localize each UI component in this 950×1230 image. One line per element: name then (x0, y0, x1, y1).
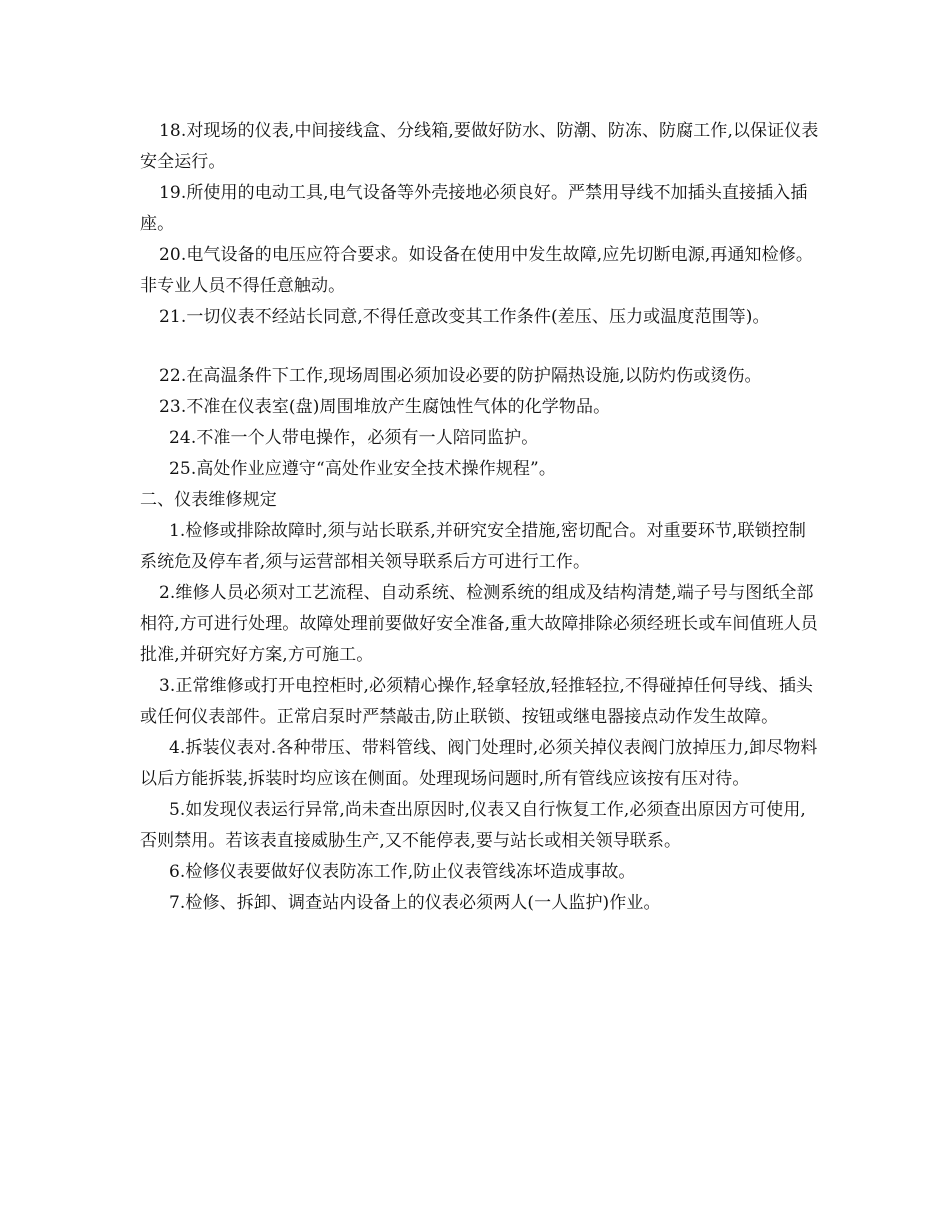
rule-22: 22.在高温条件下工作,现场周围必须加设必要的防护隔热设施,以防灼伤或烫伤。 (159, 366, 762, 386)
rule-20: 20.电气设备的电压应符合要求。如设备在使用中发生故障,应先切断电源,再通知检修。非专业人员不得任意触动。 (140, 245, 813, 296)
section-heading: 二、仪表维修规定 (140, 490, 277, 510)
maintenance-rule-1: 1.检修或排除故障时,须与站长联系,并研究安全措施,密切配合。对重要环节,联锁控制系统危及停车者,须与运营部相关领导联系后方可进行工作。 (140, 521, 806, 572)
maintenance-rule-7: 7.检修、拆卸、调查站内设备上的仪表必须两人(一人监护)作业。 (169, 893, 661, 913)
rule-24: 24.不准一个人带电操作，必须有一人陪同监护。 (169, 428, 539, 448)
paragraph-gap (140, 333, 820, 361)
rule-21: 21.一切仪表不经站长同意,不得任意改变其工作条件(差压、压力或温度范围等)。 (159, 307, 770, 327)
rule-25: 25.高处作业应遵守“高处作业安全技术操作规程”。 (169, 459, 556, 479)
rule-23: 23.不准在仪表室(盘)周围堆放产生腐蚀性气体的化学物品。 (159, 397, 611, 417)
rule-18: 18.对现场的仪表,中间接线盒、分线箱,要做好防水、防潮、防冻、防腐工作,以保证仪表安全运行。 (140, 121, 819, 172)
maintenance-rule-4: 4.拆装仪表对.各种带压、带料管线、阀门处理时,必须关掉仪表阀门放掉压力,卸尽物料以后方能拆装,拆装时均应该在侧面。处理现场问题时,所有管线应该按有压对待。 (140, 738, 818, 789)
maintenance-rule-5: 5.如发现仪表运行异常,尚未查出原因时,仪表又自行恢复工作,必须查出原因方可使用,否则禁用。若该表直接威胁生产,又不能停表,要与站长或相关领导联系。 (140, 800, 806, 851)
document-body (140, 116, 820, 919)
maintenance-rule-2: 2.维修人员必须对工艺流程、自动系统、检测系统的组成及结构清楚,端子号与图纸全部相符,方可进行处理。故障处理前要做好安全准备,重大故障排除必须经班长或车间值班人员批准,并研究好方案,方可施工。 (140, 583, 818, 665)
maintenance-rule-3: 3.正常维修或打开电控柜时,必须精心操作,轻拿轻放,轻推轻拉,不得碰掉任何导线、插头或任何仪表部件。正常启泵时严禁敲击,防止联锁、按钮或继电器接点动作发生故障。 (140, 676, 814, 727)
rule-19: 19.所使用的电动工具,电气设备等外壳接地必须良好。严禁用导线不加插头直接插入插座。 (140, 183, 808, 234)
maintenance-rule-6: 6.检修仪表要做好仪表防冻工作,防止仪表管线冻坏造成事故。 (169, 862, 636, 882)
